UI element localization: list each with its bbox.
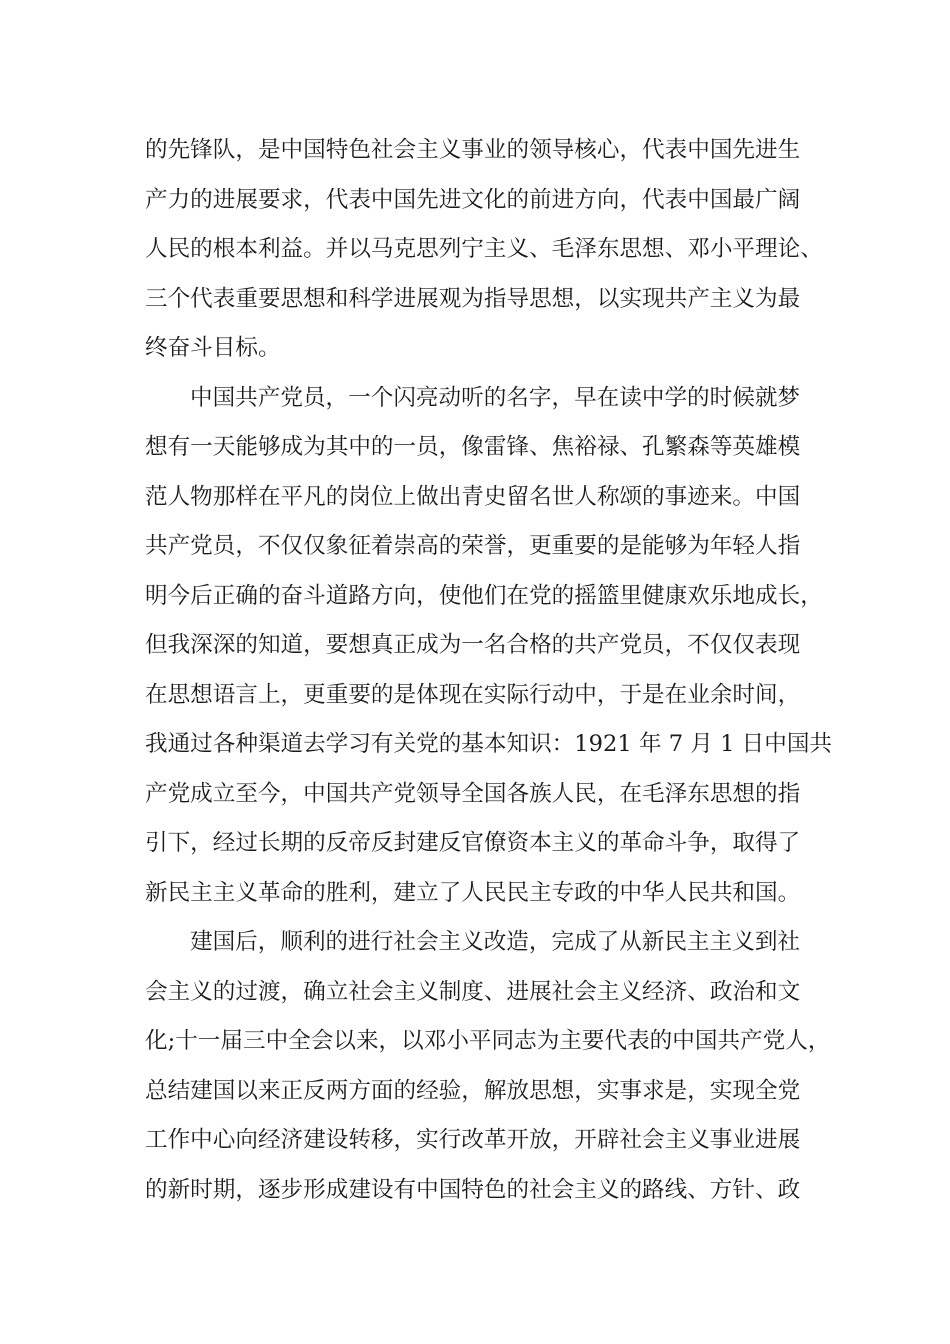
- body-text: [145, 126, 833, 1215]
- text-line: 工作中心向经济建设转移，实行改革开放，开辟社会主义事业进展: [145, 1127, 801, 1153]
- text-line: 终奋斗目标。: [145, 335, 281, 361]
- text-line: 化;十一届三中全会以来，以邓小平同志为主要代表的中国共产党人，: [145, 1028, 831, 1054]
- text-line: 引下，经过长期的反帝反封建反官僚资本主义的革命斗争，取得了: [145, 830, 801, 856]
- text-line: 的先锋队，是中国特色社会主义事业的领导核心，代表中国先进生: [145, 137, 801, 163]
- text-line: 想有一天能够成为其中的一员，像雷锋、焦裕禄、孔繁森等英雄模: [145, 434, 801, 460]
- text-line: 但我深深的知道，要想真正成为一名合格的共产党员，不仅仅表现: [145, 632, 801, 658]
- text-line: 的新时期，逐步形成建设有中国特色的社会主义的路线、方针、政: [145, 1176, 801, 1203]
- text-line: 新民主主义革命的胜利，建立了人民民主专政的中华人民共和国。: [145, 879, 801, 906]
- text-line: 总结建国以来正反两方面的经验，解放思想，实事求是，实现全党: [145, 1077, 801, 1104]
- paragraph-first-line: 建国后，顺利的进行社会主义改造，完成了从新民主主义到社: [190, 929, 801, 955]
- text-line: 范人物那样在平凡的岗位上做出青史留名世人称颂的事迹来。中国: [145, 483, 801, 510]
- text-line: 明今后正确的奋斗道路方向，使他们在党的摇篮里健康欢乐地成长，: [145, 582, 823, 609]
- text-line: 会主义的过渡，确立社会主义制度、进展社会主义经济、政治和文: [145, 978, 801, 1005]
- text-line: 人民的根本利益。并以马克思列宁主义、毛泽东思想、邓小平理论、: [145, 236, 823, 262]
- text-line: 在思想语言上，更重要的是体现在实际行动中，于是在业余时间，: [145, 681, 801, 708]
- text-line: 产力的进展要求，代表中国先进文化的前进方向，代表中国最广阔: [145, 186, 801, 213]
- text-line: 产党成立至今，中国共产党领导全国各族人民，在毛泽东思想的指: [145, 780, 801, 807]
- paragraph-first-line: 中国共产党员，一个闪亮动听的名字，早在读中学的时候就梦: [190, 384, 801, 411]
- text-line: 共产党员，不仅仅象征着崇高的荣誉，更重要的是能够为年轻人指: [145, 533, 801, 559]
- text-line: 我通过各种渠道去学习有关党的基本知识：1921 年 7 月 1 日中国共: [145, 731, 833, 757]
- text-line: 三个代表重要思想和科学进展观为指导思想，以实现共产主义为最: [145, 285, 801, 312]
